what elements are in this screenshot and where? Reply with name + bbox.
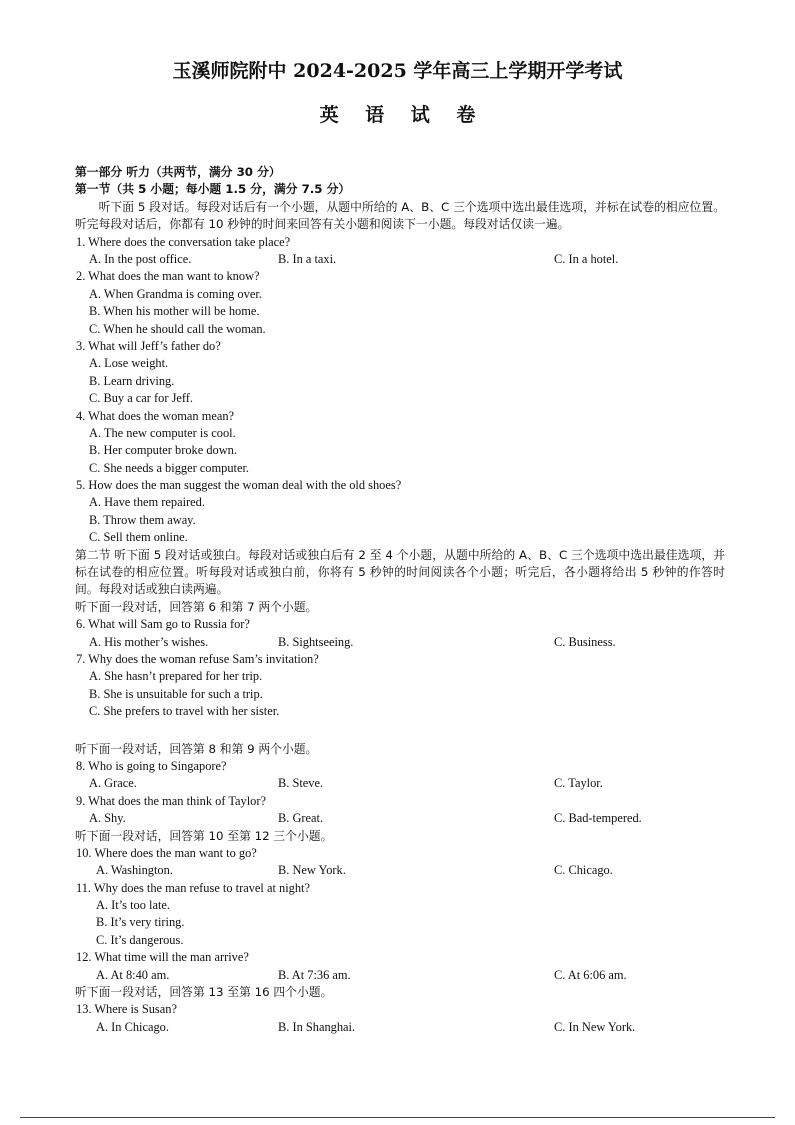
option-b: B. She is unsuitable for such a trip. (89, 686, 263, 701)
question-2: 2. What does the man want to know? (76, 269, 260, 284)
exam-title: 玉溪师院附中 2024-2025 学年高三上学期开学考试 (172, 60, 623, 82)
option-a: A. Lose weight. (89, 356, 169, 371)
question-4: 4. What does the woman mean? (76, 408, 235, 423)
option-c: C. At 6:06 am. (554, 967, 627, 982)
options-q6 (75, 634, 725, 651)
option-a: A. In Chicago. (96, 1019, 169, 1034)
option-c: C. Buy a car for Jeff. (89, 391, 194, 406)
question-10: 10. Where does the man want to go? (76, 845, 257, 860)
question-12: 12. What time will the man arrive? (76, 950, 249, 965)
option-c: C. She prefers to travel with her sister. (89, 704, 280, 719)
options-q12 (75, 967, 725, 984)
options-q8 (75, 775, 725, 792)
prompt-q8-9: 听下面一段对话，回答第 8 和第 9 两个小题。 (75, 741, 318, 756)
option-c: C. When he should call the woman. (89, 321, 266, 336)
option-a: A. The new computer is cool. (89, 425, 236, 440)
option-b: B. Great. (278, 811, 324, 826)
option-c: C. It’s dangerous. (96, 932, 184, 947)
option-a: A. When Grandma is coming over. (89, 286, 262, 301)
question-8: 8. Who is going to Singapore? (76, 758, 227, 773)
option-c: C. Sell them online. (89, 530, 188, 545)
option-c: C. In a hotel. (554, 251, 619, 266)
option-b: B. It’s very tiring. (96, 915, 185, 930)
page-bottom-rule (20, 1117, 775, 1118)
option-c: C. Chicago. (554, 863, 613, 878)
question-1: 1. Where does the conversation take place? (76, 234, 291, 249)
options-q10 (75, 862, 725, 879)
options-q9 (75, 810, 725, 827)
options-q13 (75, 1019, 725, 1036)
option-c: C. In New York. (554, 1019, 636, 1034)
spacer (75, 721, 725, 741)
option-a: A. She hasn’t prepared for her trip. (89, 669, 263, 684)
question-9: 9. What does the man think of Taylor? (76, 793, 266, 808)
option-a: A. Grace. (89, 776, 137, 791)
option-a: A. In the post office. (89, 251, 192, 266)
exam-subtitle: 英 语 试 卷 (319, 104, 486, 126)
question-5: 5. How does the man suggest the woman deal with the old shoes? (76, 478, 402, 493)
question-11: 11. Why does the man refuse to travel at night? (76, 880, 310, 895)
section2-instructions: 第二节 听下面 5 段对话或独白。每段对话或独白后有 2 至 4 个小题，从题中所给的 A、B、C 三个选项中选出最佳选项，并标在试卷的相应位置。听每段对话或独白前，你将有 5 秒钟的时间阅读各个小题；听完后，各小题将给出 5 秒钟的作答时间。每段对话或独白读两遍。 (75, 547, 725, 597)
part1-heading: 第一部分 听力（共两节，满分 30 分） (75, 165, 281, 179)
option-b: B. Throw them away. (89, 512, 196, 527)
option-b: B. In a taxi. (278, 251, 337, 266)
option-b: B. Steve. (278, 776, 324, 791)
option-a: A. His mother’s wishes. (89, 634, 209, 649)
option-b: B. At 7:36 am. (278, 967, 351, 982)
option-a: A. Shy. (89, 811, 126, 826)
option-c: C. She needs a bigger computer. (89, 460, 250, 475)
prompt-q13-16: 听下面一段对话，回答第 13 至第 16 四个小题。 (75, 985, 333, 1000)
option-c: C. Taylor. (554, 776, 603, 791)
prompt-q10-12: 听下面一段对话，回答第 10 至第 12 三个小题。 (75, 828, 333, 843)
option-b: B. New York. (278, 863, 346, 878)
options-q1 (75, 251, 725, 268)
option-a: A. Washington. (96, 863, 173, 878)
section1-heading: 第一节（共 5 小题；每小题 1.5 分，满分 7.5 分） (75, 182, 351, 197)
option-b: B. Sightseeing. (278, 634, 354, 649)
option-b: B. Learn driving. (89, 373, 175, 388)
question-13: 13. Where is Susan? (76, 1002, 177, 1017)
option-b: B. Her computer broke down. (89, 443, 237, 458)
option-c: C. Bad-tempered. (554, 811, 642, 826)
section1-instructions: 听下面 5 段对话。每段对话后有一个小题，从题中所给的 A、B、C 三个选项中选出最佳选项，并标在试卷的相应位置。听完每段对话后，你都有 10 秒钟的时间来回答有关小题和阅读下一小题。每段对话仅读一遍。 (75, 199, 725, 232)
option-b: B. When his mother will be home. (89, 304, 260, 319)
option-a: A. Have them repaired. (89, 495, 205, 510)
question-7: 7. Why does the woman refuse Sam’s invitation? (76, 652, 319, 667)
option-a: A. At 8:40 am. (96, 967, 170, 982)
option-a: A. It’s too late. (96, 898, 170, 913)
question-6: 6. What will Sam go to Russia for? (76, 617, 250, 632)
exam-content (75, 164, 725, 1036)
prompt-q6-7: 听下面一段对话，回答第 6 和第 7 两个小题。 (75, 599, 318, 614)
option-c: C. Business. (554, 634, 616, 649)
option-b: B. In Shanghai. (278, 1019, 356, 1034)
question-3: 3. What will Jeff’s father do? (76, 338, 221, 353)
